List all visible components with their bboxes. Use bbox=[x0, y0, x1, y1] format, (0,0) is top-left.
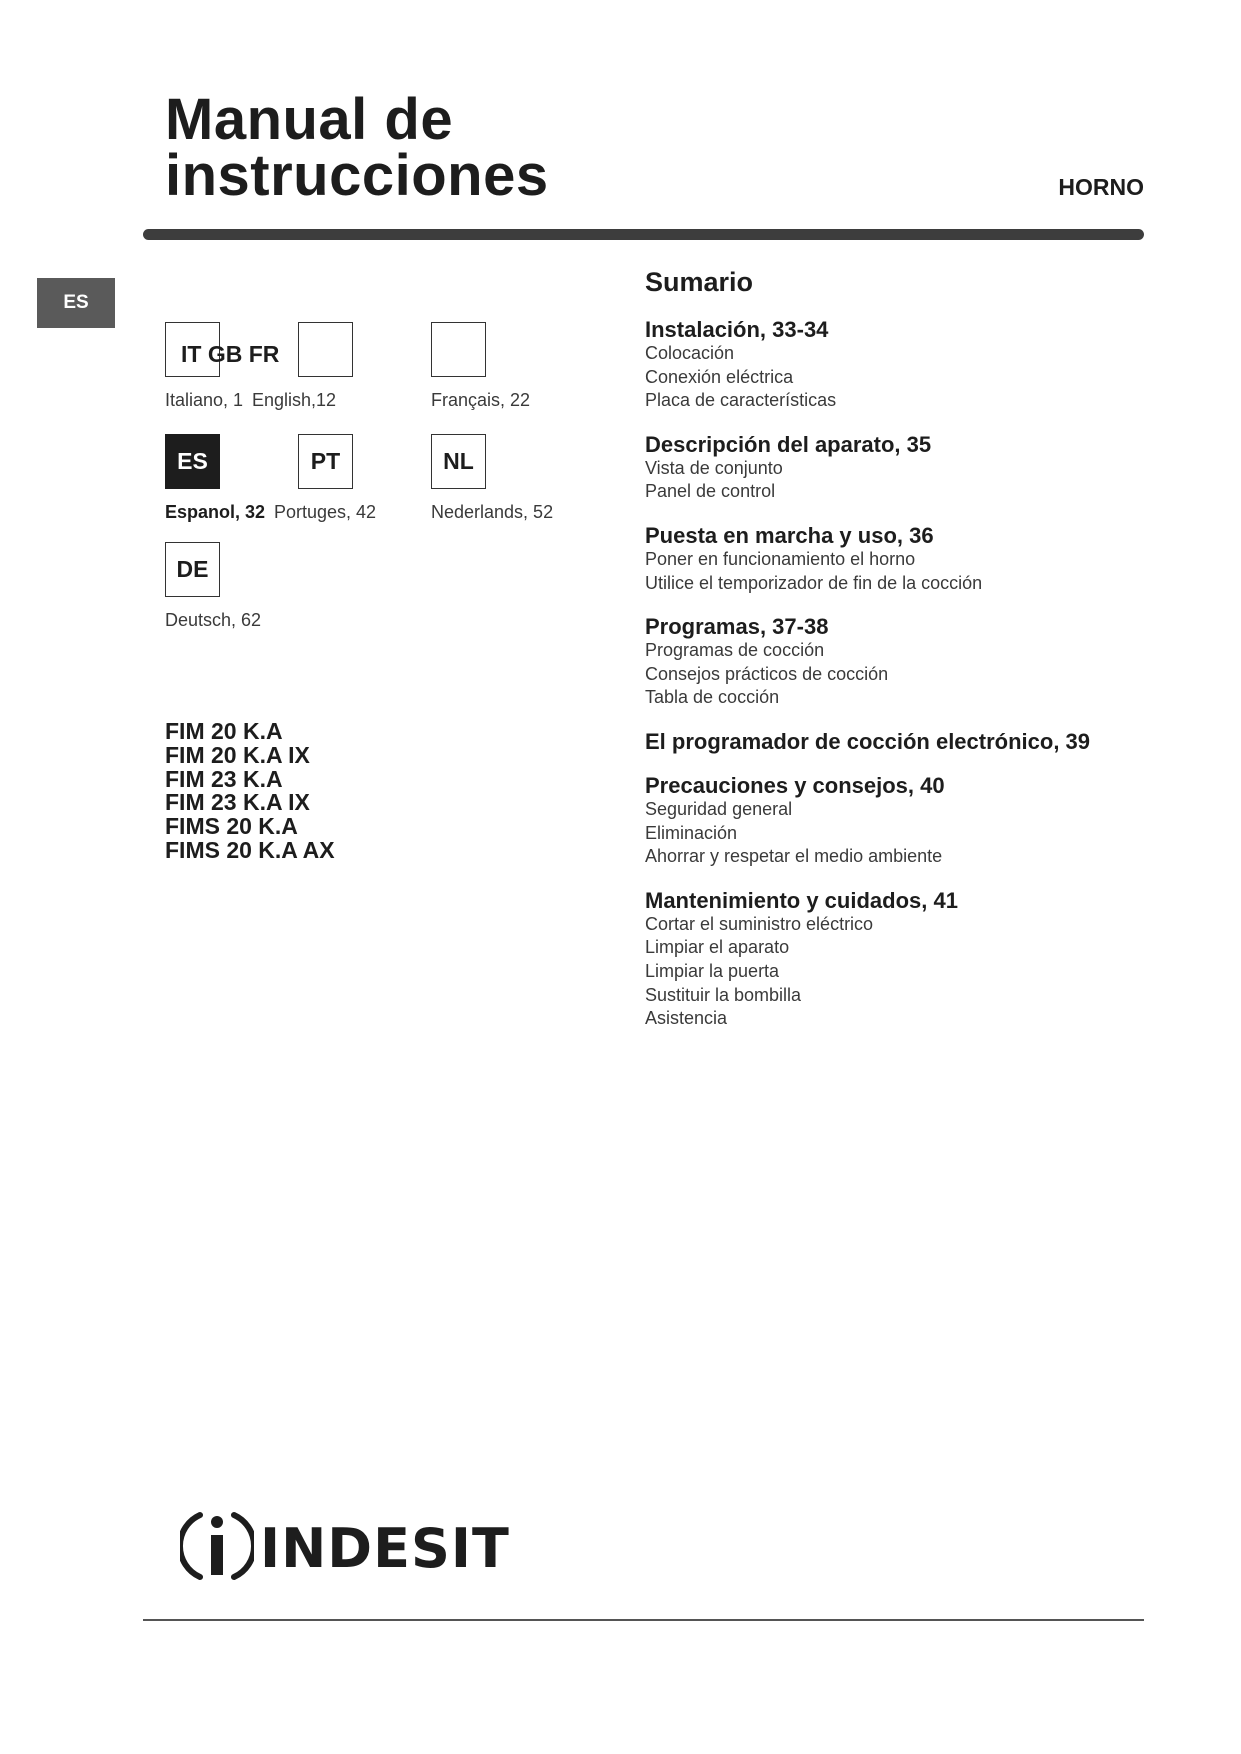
toc-section-descripcion bbox=[645, 433, 1125, 504]
model-item: FIMS 20 K.A bbox=[165, 813, 298, 840]
toc-section-mantenimiento bbox=[645, 889, 1125, 1031]
language-tab: ES bbox=[37, 278, 115, 328]
indesit-i-logo-icon bbox=[180, 1507, 254, 1590]
lang-box-pt[interactable]: PT bbox=[298, 434, 353, 489]
model-item: FIMS 20 K.A AX bbox=[165, 836, 335, 863]
lang-label-nl: Nederlands, 52 bbox=[431, 502, 554, 522]
lang-box-nl[interactable]: NL bbox=[431, 434, 486, 489]
model-item: FIM 23 K.A IX bbox=[165, 789, 310, 816]
toc-item[interactable]: Placa de características bbox=[645, 390, 837, 411]
table-of-contents bbox=[645, 266, 1125, 1051]
toc-item[interactable]: Tabla de cocción bbox=[645, 687, 780, 708]
toc-item[interactable]: Sustituir la bombilla bbox=[645, 984, 802, 1005]
toc-heading[interactable]: El programador de cocción electrónico, 39 bbox=[645, 728, 1091, 754]
lang-box-fr[interactable] bbox=[431, 322, 486, 377]
model-item: FIM 20 K.A IX bbox=[165, 741, 310, 768]
toc-heading[interactable]: Descripción del aparato, 35 bbox=[645, 431, 932, 457]
toc-title: Sumario bbox=[645, 267, 754, 297]
toc-item[interactable]: Conexión eléctrica bbox=[645, 366, 794, 387]
lang-label-gb: English,12 bbox=[252, 390, 337, 410]
toc-heading[interactable]: Programas, 37-38 bbox=[645, 614, 829, 640]
title-line-2: instrucciones bbox=[165, 143, 549, 208]
toc-section-programador bbox=[645, 730, 1125, 754]
toc-heading[interactable]: Mantenimiento y cuidados, 41 bbox=[645, 887, 958, 913]
lang-label-it: Italiano, 1 bbox=[165, 390, 244, 410]
toc-item[interactable]: Panel de control bbox=[645, 481, 776, 502]
toc-item[interactable]: Ahorrar y respetar el medio ambiente bbox=[645, 846, 943, 867]
toc-item[interactable]: Poner en funcionamiento el horno bbox=[645, 548, 916, 569]
brand-logo bbox=[180, 1508, 510, 1588]
lang-box-de[interactable]: DE bbox=[165, 542, 220, 597]
toc-item[interactable]: Consejos prácticos de cocción bbox=[645, 663, 889, 684]
lang-codes-row1: IT GB FR bbox=[181, 341, 280, 367]
toc-item[interactable]: Limpiar el aparato bbox=[645, 937, 790, 958]
title-line-1: Manual de bbox=[165, 87, 454, 152]
toc-heading[interactable]: Precauciones y consejos, 40 bbox=[645, 772, 945, 798]
toc-heading[interactable]: Instalación, 33-34 bbox=[645, 317, 829, 342]
lang-label-es-text: Espanol, 32 bbox=[165, 502, 266, 522]
toc-section-precauciones bbox=[645, 774, 1125, 869]
toc-item[interactable]: Eliminación bbox=[645, 822, 738, 843]
lang-label-fr: Français, 22 bbox=[431, 390, 531, 410]
toc-section-puesta-en-marcha bbox=[645, 524, 1125, 595]
toc-item[interactable]: Programas de cocción bbox=[645, 640, 825, 661]
toc-item[interactable]: Colocación bbox=[645, 343, 735, 363]
page-title bbox=[165, 87, 549, 208]
header-divider bbox=[143, 229, 1144, 240]
lang-box-gb[interactable] bbox=[298, 322, 353, 377]
toc-heading[interactable]: Puesta en marcha y uso, 36 bbox=[645, 522, 934, 548]
lang-label-es bbox=[165, 502, 265, 523]
toc-item[interactable]: Vista de conjunto bbox=[645, 457, 783, 478]
toc-section-programas bbox=[645, 615, 1125, 710]
toc-item[interactable]: Limpiar la puerta bbox=[645, 960, 780, 981]
model-item: FIM 20 K.A bbox=[165, 718, 283, 744]
lang-label-de: Deutsch, 62 bbox=[165, 610, 262, 630]
toc-item[interactable]: Cortar el suministro eléctrico bbox=[645, 913, 874, 934]
model-list bbox=[165, 720, 335, 863]
toc-item[interactable]: Utilice el temporizador de fin de la cocción bbox=[645, 572, 983, 593]
toc-section-instalacion bbox=[645, 318, 1125, 413]
footer-divider bbox=[143, 1619, 1144, 1621]
model-item: FIM 23 K.A bbox=[165, 765, 283, 792]
lang-box-es[interactable]: ES bbox=[165, 434, 220, 489]
toc-item[interactable]: Asistencia bbox=[645, 1008, 728, 1029]
brand-name: INDESIT bbox=[260, 1516, 510, 1580]
toc-item[interactable]: Seguridad general bbox=[645, 798, 793, 819]
product-type: HORNO bbox=[1058, 174, 1144, 200]
lang-label-pt: Portuges, 42 bbox=[274, 502, 377, 522]
